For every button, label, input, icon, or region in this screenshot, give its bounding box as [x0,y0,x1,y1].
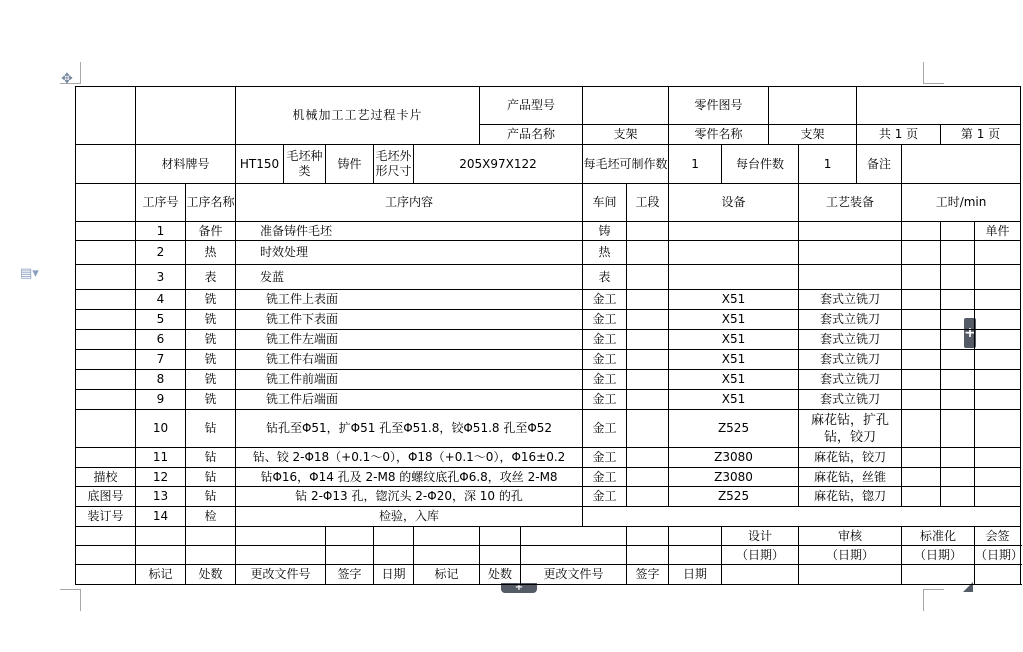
blank-type-label: 毛坯种类 [284,145,326,184]
op-name: 热 [186,241,236,265]
blank-cell [326,546,374,565]
op-content: 铣工件上表面 [236,290,583,310]
crop-mark-top-right-h [923,83,944,84]
blank-cell [975,330,1021,350]
op-section [627,410,669,448]
blank-cell [941,410,975,448]
blank-size-label: 毛坯外形尺寸 [374,145,414,184]
blank-cell [902,487,941,507]
op-workshop: 铸 [583,222,627,241]
blank-cell [941,390,975,410]
add-column-button[interactable]: + [964,318,976,348]
blank-cell [902,565,975,585]
op-tooling: 套式立铣刀 [799,370,902,390]
op-tooling: 麻花钻，锪刀 [799,487,902,507]
blank-cell [975,310,1021,330]
blank-cell [941,350,975,370]
op-name: 备件 [186,222,236,241]
material-value[interactable]: HT150 [236,145,284,184]
op-tooling: 麻花钻，扩孔钻，铰刀 [799,410,902,448]
blank-cell [902,241,941,265]
op-no: 2 [136,241,186,265]
op-tooling: 麻花钻，铰刀 [799,448,902,468]
col-header-section: 工段 [627,184,669,222]
signoff-design [722,527,799,546]
op-workshop: 金工 [583,390,627,410]
blank-cell [414,546,480,565]
col-header-time: 工时/min [902,184,1021,222]
product-name-label: 产品名称 [480,125,583,145]
op-section [627,265,669,290]
op-no: 1 [136,222,186,241]
op-content: 铣工件下表面 [236,310,583,330]
op-name: 钻 [186,468,236,487]
col-header-equipment: 设备 [669,184,799,222]
op-no: 9 [136,390,186,410]
op-section [627,310,669,330]
op-no: 3 [136,265,186,290]
op-section [627,468,669,487]
signoff-review [799,527,902,546]
blank-cell [76,527,136,546]
blank-cell [902,370,941,390]
parts-per-unit-value[interactable]: 1 [799,145,857,184]
blank-cell [76,184,136,222]
op-content: 铣工件左端面 [236,330,583,350]
blank-cell [414,527,480,546]
op-equipment: X51 [669,350,799,370]
blank-cell [941,241,975,265]
remark-value[interactable] [902,145,1021,184]
crop-mark-top-left-v [80,62,81,84]
blank-cell [136,546,186,565]
op-no: 8 [136,370,186,390]
op-content: 钻Φ16，Φ14 孔及 2-M8 的螺纹底孔Φ6.8，攻丝 2-M8 [236,468,583,487]
operation-row [76,487,1021,507]
signoff-date: （日期） [722,546,799,565]
op-equipment [669,241,799,265]
col-header-unit-time: 单件 [975,222,1021,241]
blank-cell [975,448,1021,468]
blank-cell [975,290,1021,310]
col-header-content: 工序内容 [236,184,583,222]
op-name: 铣 [186,290,236,310]
op-workshop: 金工 [583,468,627,487]
op-tooling: 麻花钻，丝锥 [799,468,902,487]
move-arrows-icon[interactable]: ✥ [61,71,73,87]
parts-per-blank-label: 每毛坯可制作数 [583,145,669,184]
op-tooling [799,222,902,241]
blank-cell [236,546,326,565]
rev-signature-label: 签字 [326,565,374,585]
operation-row [76,370,1021,390]
op-content: 钻孔至Φ51，扩Φ51 孔至Φ51.8，铰Φ51.8 孔至Φ52 [236,410,583,448]
blank-cell [902,330,941,350]
signoff-countersign-label: 会签 [985,528,1010,543]
part-drawing-no-value[interactable] [769,87,857,125]
blank-cell [236,527,326,546]
op-workshop: 热 [583,241,627,265]
col-header-step-no: 工序号 [136,184,186,222]
rev-signature-label: 签字 [627,565,669,585]
blank-cell [480,527,521,546]
rev-mark-label: 标记 [136,565,186,585]
op-no: 6 [136,330,186,350]
blank-cell [975,565,1021,585]
blank-cell [521,527,627,546]
blank-cell [902,468,941,487]
op-equipment: X51 [669,310,799,330]
blank-cell [374,527,414,546]
op-name: 钻 [186,410,236,448]
blank-cell [76,265,136,290]
blank-cell [902,265,941,290]
parts-per-unit-label: 每台件数 [722,145,799,184]
op-tooling [799,265,902,290]
signoff-design-label: 设计 [748,528,773,543]
col-header-tooling: 工艺装备 [799,184,902,222]
blank-cell [902,448,941,468]
op-content: 铣工件右端面 [236,350,583,370]
blank-cell [186,546,236,565]
blank-cell [941,222,975,241]
op-content: 铣工件前端面 [236,370,583,390]
pages-total: 共 1 页 [857,125,941,145]
signoff-countersign [975,527,1021,546]
side-label-binding-no: 装订号 [76,507,136,527]
signoff-standardize-label: 标准化 [920,528,957,543]
blank-cell [975,370,1021,390]
rev-count-label: 处数 [480,565,521,585]
blank-cell [975,410,1021,448]
op-content: 时效处理 [236,241,583,265]
op-tooling: 套式立铣刀 [799,310,902,330]
blank-cell [76,145,136,184]
page-number: 第 1 页 [941,125,1021,145]
op-no: 11 [136,448,186,468]
op-name: 铣 [186,370,236,390]
op-workshop: 表 [583,265,627,290]
blank-cell [941,265,975,290]
op-name: 表 [186,265,236,290]
signoff-date: （日期） [902,546,975,565]
operation-row [76,290,1021,310]
blank-cell [902,390,941,410]
blank-cell [76,546,136,565]
side-label-trace: 描校 [76,468,136,487]
op-content: 钻、铰 2-Φ18（+0.1～0），Φ18（+0.1～0），Φ16±0.2 [236,448,583,468]
blank-cell [975,265,1021,290]
op-content: 铣工件后端面 [236,390,583,410]
op-content: 检验，入库 [236,507,583,527]
blank-cell [76,222,136,241]
rev-mark-label: 标记 [414,565,480,585]
blank-cell [941,330,975,350]
process-card-table [75,86,1021,585]
blank-cell [857,87,1021,125]
op-name: 铣 [186,390,236,410]
op-no: 12 [136,468,186,487]
blank-cell [975,487,1021,507]
blank-cell [975,241,1021,265]
crop-mark-bottom-left-v [80,589,81,611]
operation-row [76,350,1021,370]
operation-row [76,448,1021,468]
op-workshop: 金工 [583,487,627,507]
blank-cell [941,448,975,468]
blank-cell [374,546,414,565]
blank-cell [76,565,136,585]
blank-type-value[interactable]: 铸件 [326,145,374,184]
signoff-date: （日期） [799,546,902,565]
op-section [627,448,669,468]
op-tooling: 套式立铣刀 [799,350,902,370]
blank-cell [76,290,136,310]
rev-date-label: 日期 [669,565,722,585]
op-equipment [669,265,799,290]
blank-cell [76,87,136,145]
rev-date-label: 日期 [374,565,414,585]
operation-row [76,241,1021,265]
op-no: 7 [136,350,186,370]
blank-cell [799,565,902,585]
op-section [627,487,669,507]
op-equipment: X51 [669,370,799,390]
op-workshop: 金工 [583,410,627,448]
op-name: 钻 [186,487,236,507]
op-content: 准备铸件毛坯 [236,222,583,241]
product-model-value[interactable] [583,87,669,125]
op-equipment: Z525 [669,410,799,448]
card-title: 机械加工工艺过程卡片 [236,87,480,145]
blank-cell [669,546,722,565]
part-name-label: 零件名称 [669,125,769,145]
op-equipment: X51 [669,330,799,350]
material-label: 材料牌号 [136,145,236,184]
op-content: 钻 2-Φ13 孔，锪沉头 2-Φ20，深 10 的孔 [236,487,583,507]
op-workshop: 金工 [583,330,627,350]
crop-mark-bottom-right-v [923,589,924,611]
op-workshop: 金工 [583,310,627,330]
signoff-standardize [902,527,975,546]
blank-cell [941,468,975,487]
op-tooling [799,241,902,265]
blank-cell [669,527,722,546]
op-content: 发蓝 [236,265,583,290]
blank-cell [902,310,941,330]
op-no: 13 [136,487,186,507]
op-section [627,330,669,350]
blank-cell [76,310,136,330]
blank-cell [136,87,236,145]
signoff-review-label: 审核 [838,528,863,543]
operation-row [76,310,1021,330]
op-equipment: Z3080 [669,468,799,487]
rev-count-label: 处数 [186,565,236,585]
blank-cell [76,370,136,390]
blank-cell [941,290,975,310]
blank-cell [136,527,186,546]
op-tooling: 套式立铣刀 [799,290,902,310]
operation-row [76,390,1021,410]
operation-row [76,468,1021,487]
blank-cell [76,330,136,350]
part-drawing-no-label: 零件图号 [669,87,769,125]
op-tooling: 套式立铣刀 [799,390,902,410]
blank-cell [902,410,941,448]
col-header-step-name: 工序名称 [186,184,236,222]
blank-cell [326,527,374,546]
op-no: 14 [136,507,186,527]
blank-cell [76,241,136,265]
op-section [627,370,669,390]
blank-cell [76,350,136,370]
blank-cell [902,290,941,310]
op-equipment: Z525 [669,487,799,507]
op-section [627,290,669,310]
part-name-value[interactable]: 支架 [769,125,857,145]
product-model-label: 产品型号 [480,87,583,125]
blank-cell [583,507,1021,527]
op-tooling: 套式立铣刀 [799,330,902,350]
blank-cell [941,310,975,330]
blank-cell [975,468,1021,487]
blank-cell [76,448,136,468]
operation-row [76,265,1021,290]
op-equipment: Z3080 [669,448,799,468]
operation-row [76,410,1021,448]
blank-cell [76,390,136,410]
op-section [627,222,669,241]
document-icon[interactable]: ▤▾ [20,266,39,281]
crop-mark-bottom-right-h [923,589,944,590]
op-equipment: X51 [669,290,799,310]
op-section [627,390,669,410]
op-workshop: 金工 [583,290,627,310]
operation-row [76,330,1021,350]
op-section [627,241,669,265]
crop-mark-bottom-left-h [60,589,81,590]
col-header-workshop: 车间 [583,184,627,222]
signoff-date: （日期） [975,546,1021,565]
op-section [627,350,669,370]
blank-cell [902,350,941,370]
op-name: 铣 [186,330,236,350]
remark-label: 备注 [857,145,902,184]
blank-cell [902,222,941,241]
op-no: 5 [136,310,186,330]
operation-row [76,507,1021,527]
op-workshop: 金工 [583,370,627,390]
side-label-base-drawing-no: 底图号 [76,487,136,507]
blank-cell [627,546,669,565]
op-no: 10 [136,410,186,448]
parts-per-blank-value[interactable]: 1 [669,145,722,184]
blank-cell [941,370,975,390]
op-name: 铣 [186,310,236,330]
blank-cell [627,527,669,546]
blank-cell [722,565,799,585]
rev-change-doc-label: 更改文件号 [521,565,627,585]
blank-size-value[interactable]: 205X97X122 [414,145,583,184]
op-equipment: X51 [669,390,799,410]
op-name: 铣 [186,350,236,370]
op-workshop: 金工 [583,350,627,370]
rev-change-doc-label: 更改文件号 [236,565,326,585]
blank-cell [521,546,627,565]
add-row-button[interactable]: + [501,583,537,593]
op-name: 检 [186,507,236,527]
blank-cell [480,546,521,565]
op-workshop: 金工 [583,448,627,468]
op-equipment [669,222,799,241]
crop-mark-top-right-v [923,62,924,84]
blank-cell [186,527,236,546]
blank-cell [76,410,136,448]
blank-cell [975,390,1021,410]
product-name-value[interactable]: 支架 [583,125,669,145]
operation-row [76,222,1021,241]
blank-cell [941,487,975,507]
op-name: 钻 [186,448,236,468]
blank-cell [975,350,1021,370]
op-no: 4 [136,290,186,310]
